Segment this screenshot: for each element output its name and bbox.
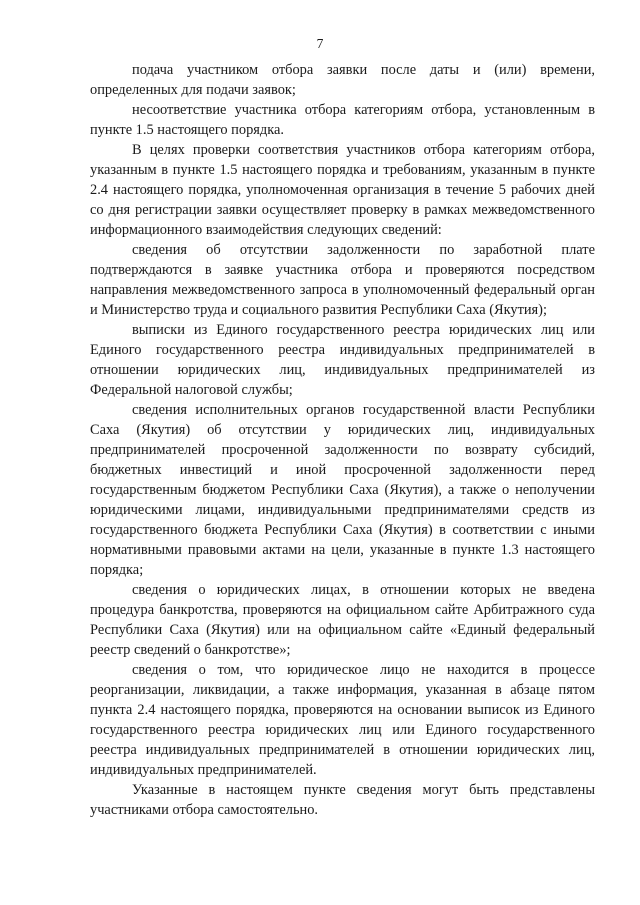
document-body	[90, 60, 595, 820]
paragraph-wage-arrears: сведения об отсутствии задолженности по заработной плате подтверждаются в заявке участника отбора и проверяются посредством направления межведомственного запроса в уполномоченный федеральный орган и Министерство труда и социального развития Республики Саха (Якутия);	[90, 242, 595, 318]
paragraph-registry-extracts: выписки из Единого государственного реестра юридических лиц или Единого государственного реестра индивидуальных предпринимателей в отношении юридических лиц, индивидуальных предпринимателей из Федеральной налоговой службы;	[90, 322, 595, 398]
paragraph-verification-intro: В целях проверки соответствия участников отбора категориям отбора, указанным в пункте 1.5 настоящего порядка и требованиям, указанным в пункте 2.4 настоящего порядка, уполномоченная организация в течение 5 рабочих дней со дня регистрации заявки осуществляет проверку в рамках межведомственного информационного взаимодействия следующих сведений:	[90, 142, 595, 238]
paragraph-self-submission: Указанные в настоящем пункте сведения могут быть представлены участниками отбора самостоятельно.	[90, 782, 595, 818]
paragraph-reorganization: сведения о том, что юридическое лицо не находится в процессе реорганизации, ликвидации, а также информация, указанная в абзаце пятом пункта 2.4 настоящего порядка, проверяются на основании выписок из Единого государственного реестра юридических лиц или Единого государственного реестра индивидуальных предпринимателей в отношении юридических лиц, индивидуальных предпринимателей.	[90, 662, 595, 778]
paragraph-bankruptcy: сведения о юридических лицах, в отношении которых не введена процедура банкротства, проверяются на официальном сайте Арбитражного суда Республики Саха (Якутия) или на официальном сайте «Единый федеральный реестр сведений о банкротстве»;	[90, 582, 595, 658]
paragraph-category-mismatch: несоответствие участника отбора категориям отбора, установленным в пункте 1.5 настоящего порядка.	[90, 102, 595, 138]
page-number: 7	[316, 36, 324, 51]
paragraph-budget-debts: сведения исполнительных органов государственной власти Республики Саха (Якутия) об отсутствии у юридических лиц, индивидуальных предпринимателей просроченной задолженности по возврату субсидий, бюджетных инвестиций и иной просроченной задолженности перед государственным бюджетом Республики Саха (Якутия), а также о неполучении юридическими лицами, индивидуальными предпринимателями средств из государственного бюджета Республики Саха (Якутия) в соответствии с иными нормативными правовыми актами на цели, указанные в пункте 1.3 настоящего порядка;	[90, 402, 595, 578]
paragraph-late-submission: подача участником отбора заявки после даты и (или) времени, определенных для подачи заявок;	[90, 62, 595, 98]
